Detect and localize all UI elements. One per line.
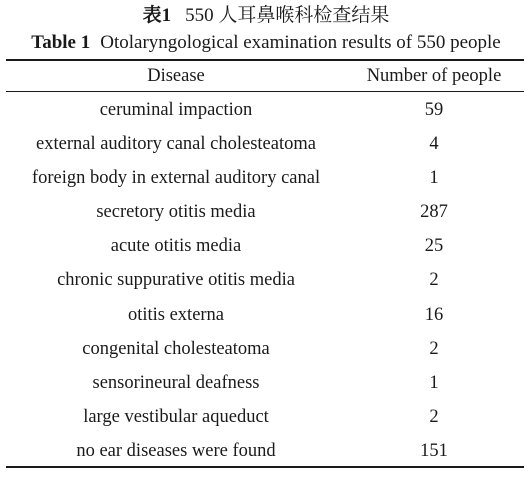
table-caption-chinese bbox=[0, 4, 532, 28]
count-cell: 59 bbox=[424, 100, 444, 120]
table-row bbox=[6, 400, 524, 434]
count-cell: 287 bbox=[420, 202, 448, 223]
caption-cn-title: 550 人耳鼻喉科检查结果 bbox=[185, 5, 390, 26]
disease-cell: external auditory canal cholesteatoma bbox=[36, 134, 316, 155]
caption-en-label: Table 1 bbox=[31, 32, 91, 53]
count-cell: 151 bbox=[420, 440, 448, 461]
caption-en-title: Otolaryngological examination results of 550 people bbox=[100, 32, 501, 53]
header-disease: Disease bbox=[147, 66, 205, 86]
table-row bbox=[6, 434, 524, 468]
table-header-row bbox=[6, 63, 524, 89]
count-cell: 4 bbox=[429, 134, 439, 155]
count-cell: 2 bbox=[429, 406, 439, 427]
disease-cell: large vestibular aqueduct bbox=[83, 406, 269, 427]
disease-cell: congenital cholesteatoma bbox=[82, 338, 270, 359]
table-row bbox=[6, 229, 524, 263]
table-caption-english bbox=[0, 31, 532, 55]
table-row bbox=[6, 161, 524, 195]
disease-cell: foreign body in external auditory canal bbox=[31, 168, 321, 189]
table-row bbox=[6, 332, 524, 366]
table-row bbox=[6, 195, 524, 229]
table-row bbox=[6, 93, 524, 127]
count-cell: 25 bbox=[424, 236, 444, 257]
table-row bbox=[6, 263, 524, 297]
disease-cell: secretory otitis media bbox=[96, 202, 256, 223]
table-body bbox=[6, 93, 524, 468]
count-cell: 2 bbox=[429, 270, 439, 291]
disease-cell: acute otitis media bbox=[110, 236, 242, 257]
table-row bbox=[6, 127, 524, 161]
table-top-rule bbox=[6, 59, 524, 61]
table-row bbox=[6, 366, 524, 400]
count-cell: 2 bbox=[429, 338, 439, 359]
disease-cell: chronic suppurative otitis media bbox=[57, 270, 295, 291]
count-cell: 1 bbox=[429, 168, 439, 189]
disease-cell: ceruminal impaction bbox=[99, 100, 253, 120]
disease-cell: otitis externa bbox=[127, 304, 225, 325]
disease-cell: sensorineural deafness bbox=[92, 372, 260, 393]
table-header-rule bbox=[6, 91, 524, 92]
table-bottom-rule bbox=[6, 466, 524, 468]
header-count: Number of people bbox=[366, 66, 502, 86]
disease-cell: no ear diseases were found bbox=[76, 440, 276, 461]
count-cell: 1 bbox=[429, 372, 439, 393]
caption-cn-label: 表1 bbox=[142, 5, 172, 26]
table-row bbox=[6, 298, 524, 332]
count-cell: 16 bbox=[424, 304, 444, 325]
